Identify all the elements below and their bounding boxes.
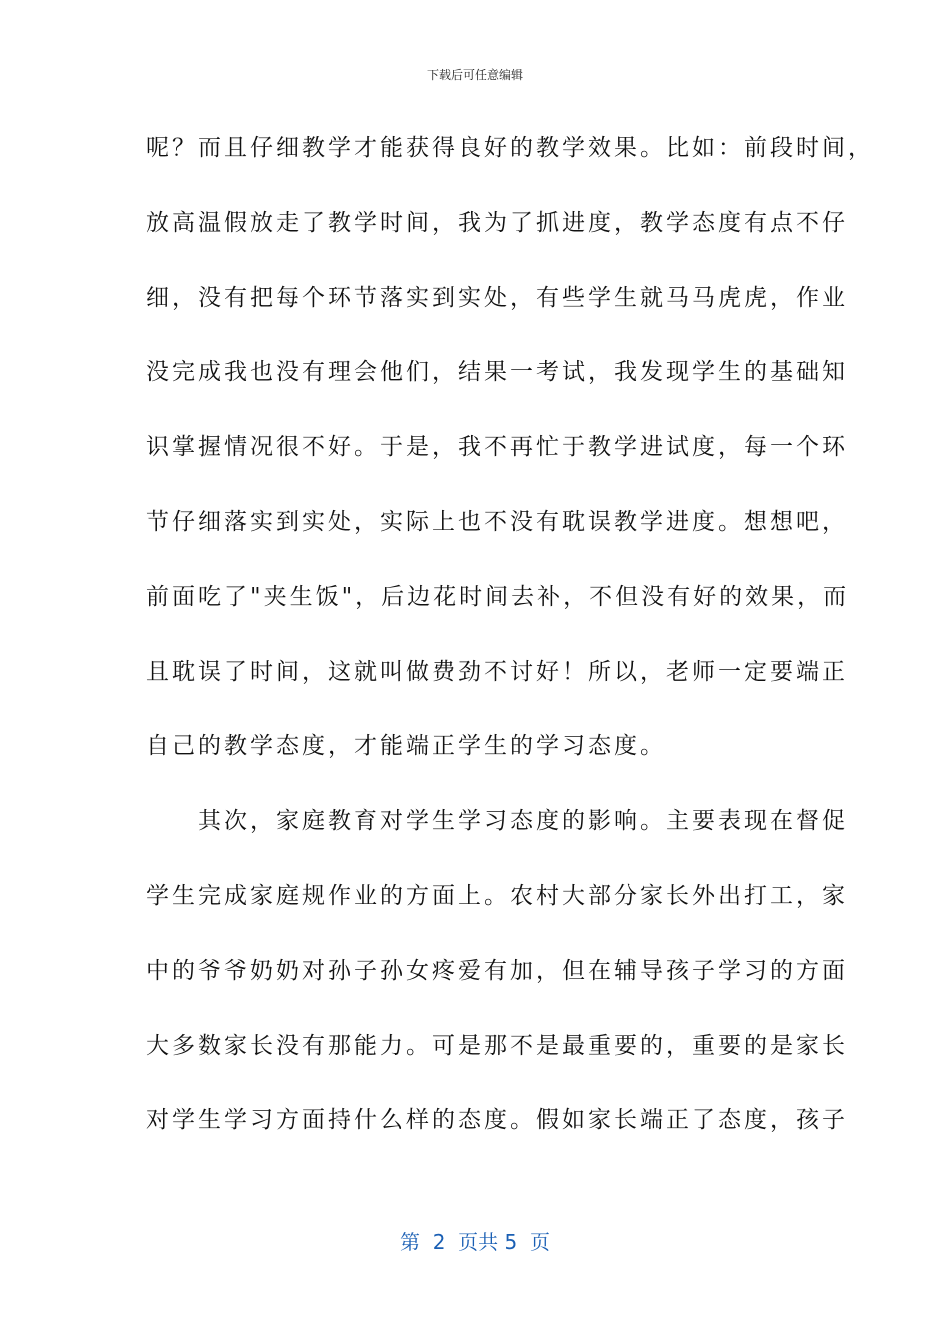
text-line: 大多数家长没有那能力。可是那不是最重要的，重要的是家长 [146, 1032, 848, 1059]
text-line: 其次，家庭教育对学生学习态度的影响。主要表现在督促 [146, 808, 848, 835]
text-line: 识掌握情况很不好。于是，我不再忙于教学进试度，每一个环 [146, 434, 848, 461]
text-line: 前面吃了"夹生饭"，后边花时间去补，不但没有好的效果，而 [146, 583, 850, 610]
page-header: 下载后可任意编辑 [426, 68, 523, 82]
text-line: 学生完成家庭规作业的方面上。农村大部分家长外出打工，家 [146, 882, 848, 909]
text-line: 自己的教学态度，才能端正学生的学习态度。 [146, 733, 666, 760]
text-line: 细，没有把每个环节落实到实处，有些学生就马马虎虎，作业 [146, 284, 848, 311]
document-body [146, 128, 874, 1175]
text-line: 节仔细落实到实处，实际上也不没有耽误教学进度。想想吧， [146, 508, 848, 535]
text-line: 呢？而且仔细教学才能获得良好的教学效果。比如：前段时间， [146, 135, 874, 161]
text-line: 没完成我也没有理会他们，结果一考试，我发现学生的基础知 [146, 359, 848, 386]
text-line: 且耽误了时间，这就叫做费劲不讨好！所以，老师一定要端正 [146, 658, 848, 685]
text-line: 中的爷爷奶奶对孙子孙女疼爱有加，但在辅导孩子学习的方面 [146, 957, 848, 984]
text-line: 对学生学习方面持什么样的态度。假如家长端正了态度，孩子 [146, 1107, 848, 1134]
page-number-footer: 第 2 页共 5 页 [400, 1230, 550, 1254]
text-line: 放高温假放走了教学时间，我为了抓进度，教学态度有点不仔 [146, 209, 848, 236]
